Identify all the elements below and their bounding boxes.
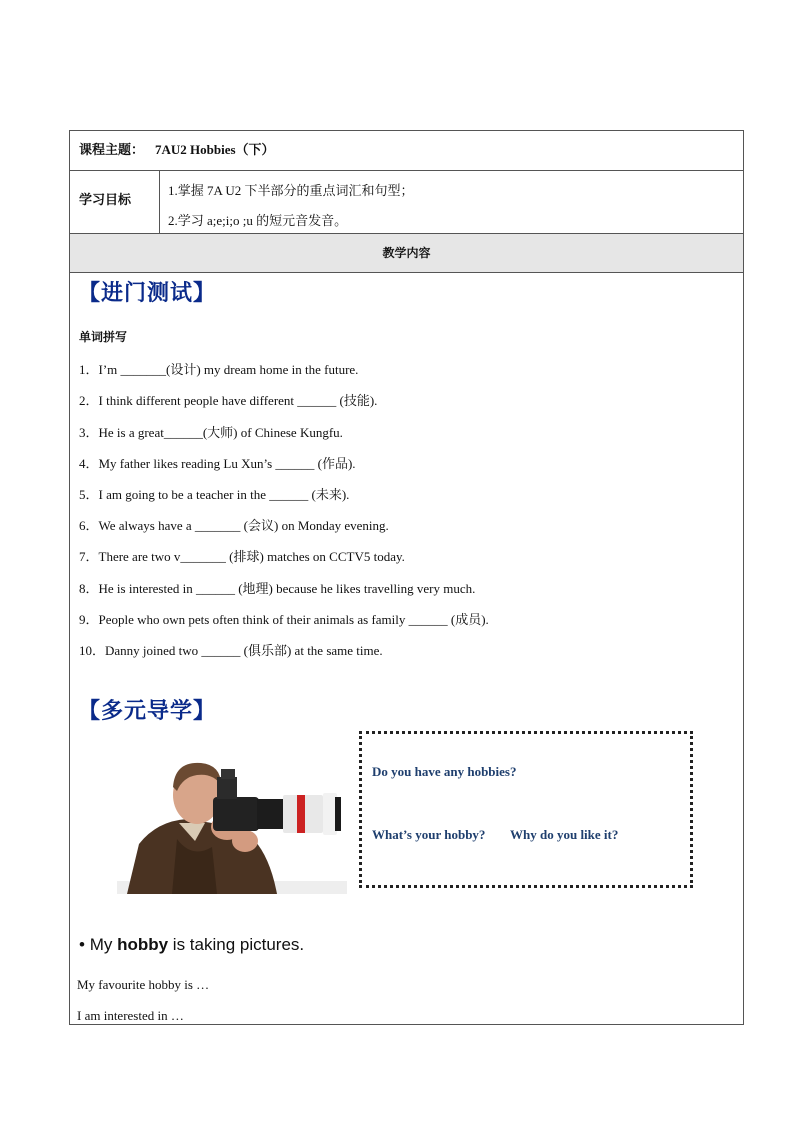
content-title-row [70,234,743,273]
sentence-starter: My favourite hobby is … [77,977,210,992]
question-2: What’s your hobby? [372,827,486,842]
goals-row [70,171,743,234]
example-pre: My [89,935,118,954]
exercise-item: 5．I am going to be a teacher in the ______ (未来). [79,487,350,502]
exercise-item: 9．People who own pets often think of their animals as family ______ (成员). [79,612,489,627]
lesson-table [69,130,744,1025]
topic-row [70,131,743,171]
photographer-image [117,749,347,894]
exercise-item: 3．He is a great______(大师) of Chinese Kungfu. [79,425,343,440]
question-1: Do you have any hobbies? [372,764,517,779]
example-post: is taking pictures. [168,935,305,954]
exercise-item: 7．There are two v_______ (排球) matches on CCTV5 today. [79,549,405,564]
topic-label: 课程主题： [79,142,145,157]
goal-label-cell [70,171,160,233]
entry-test-title: 【进门测试】 [78,281,217,306]
exercise-item: 6．We always have a _______ (会议) on Monday evening. [79,518,389,533]
goal-label: 学习目标 [79,192,132,207]
spelling-subtitle: 单词拼写 [79,330,128,344]
exercise-item: 1．I’m _______(设计) my dream home in the future. [79,362,359,377]
exercise-item: 10．Danny joined two ______ (俱乐部) at the same time. [79,643,383,658]
example-keyword: hobby [117,935,169,954]
content-title: 教学内容 [382,246,431,260]
goal-item: 1.掌握 7A U2 下半部分的重点词汇和句型； [168,183,414,198]
guided-learning-title: 【多元导学】 [78,699,217,724]
example-sentence [79,935,304,955]
discussion-questions-box [359,731,693,888]
exercise-item: 4．My father likes reading Lu Xun’s ______ (作品). [79,456,356,471]
exercise-item: 8．He is interested in ______ (地理) because he likes travelling very much. [79,581,476,596]
sentence-starter: I am interested in … [77,1008,184,1023]
bullet-icon: • [79,935,85,954]
topic-value: 7AU2 Hobbies（下） [155,142,275,157]
question-3: Why do you like it? [510,827,619,842]
exercise-item: 2．I think different people have different ______ (技能). [79,393,378,408]
goal-item: 2.学习 a;e;i;o ;u 的短元音发音。 [168,213,348,228]
